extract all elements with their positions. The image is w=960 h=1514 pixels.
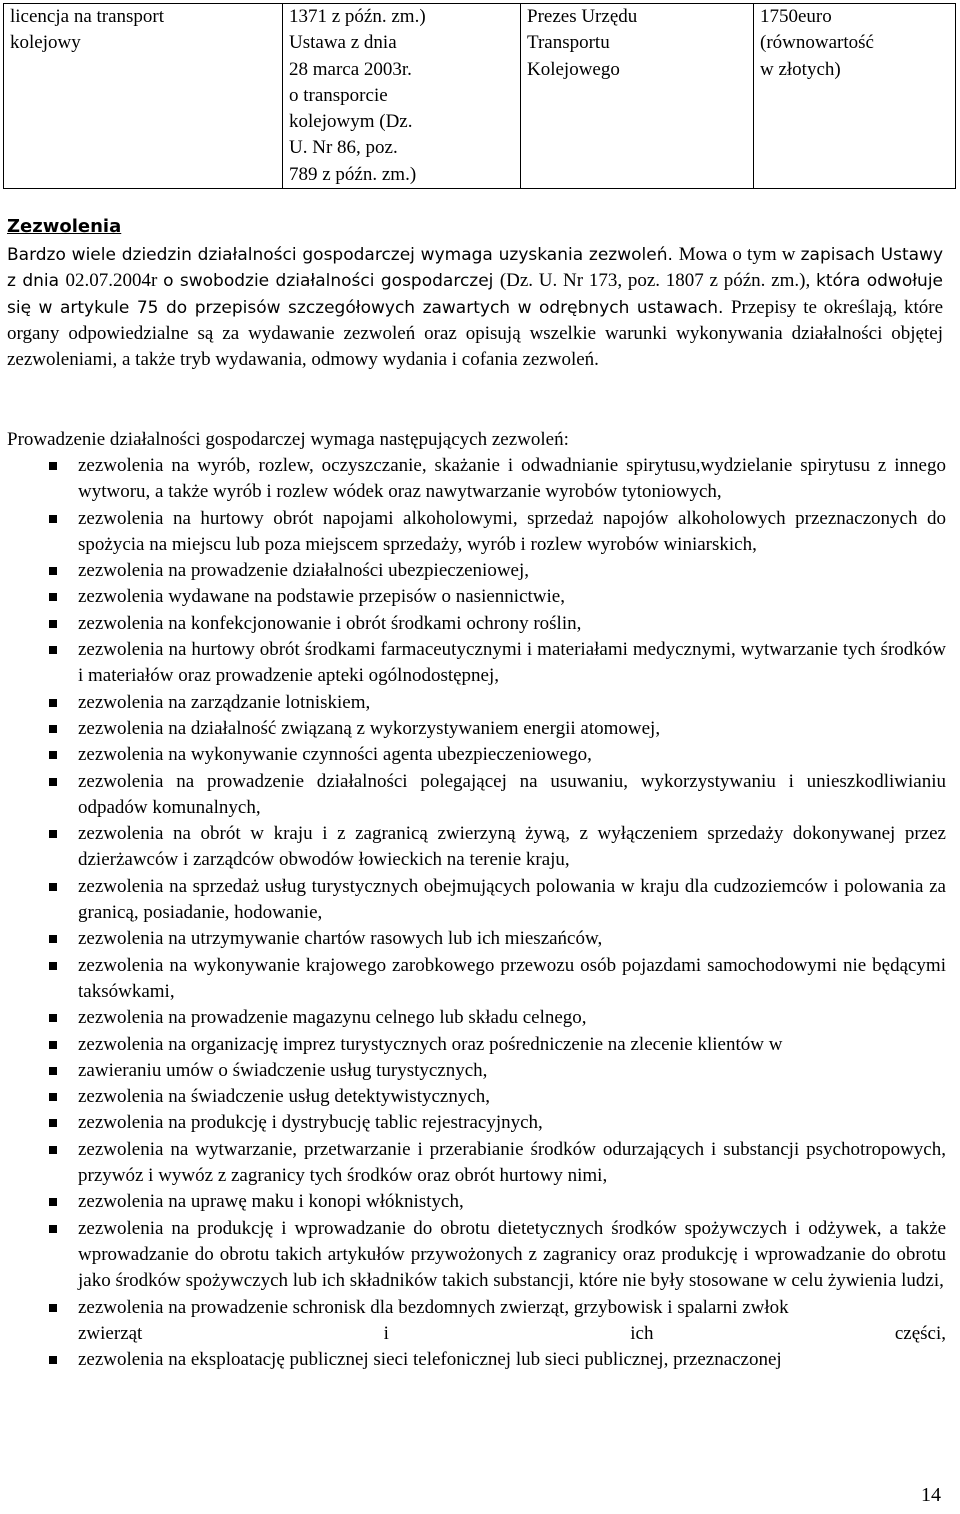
square-bullet-icon	[49, 830, 57, 838]
list-item-text: zezwolenia wydawane na podstawie przepisów o nasiennictwie,	[78, 586, 565, 608]
cell-text: (równowartość	[760, 32, 874, 54]
list-item	[0, 1005, 946, 1031]
list-item-text: zezwolenia na prowadzenie działalności ubezpieczeniowej,	[78, 560, 530, 582]
list-item	[0, 926, 946, 952]
intro-text: 02.07.2004r	[65, 270, 164, 292]
list-item	[0, 1058, 946, 1084]
issuing-authority-cell	[521, 4, 754, 189]
intro-paragraph	[7, 242, 943, 373]
legal-basis-cell	[283, 4, 521, 189]
section-heading: Zezwolenia	[7, 216, 122, 237]
list-item-text: zezwolenia na wykonywanie krajowego zarobkowego przewozu osób pojazdami samochodowymi nie będącymi taksówkami,	[78, 954, 946, 1002]
intro-text: zapisach Ustawy z dnia	[7, 245, 944, 292]
square-bullet-icon	[49, 567, 57, 575]
list-item	[0, 874, 946, 927]
cell-text: Prezes Urzędu	[527, 6, 638, 27]
list-item	[0, 584, 946, 610]
cell-text: kolejowy	[10, 32, 81, 54]
intro-text: Mowa o tym w	[678, 244, 801, 265]
table-row	[4, 4, 956, 189]
square-bullet-icon	[49, 1304, 57, 1312]
square-bullet-icon	[49, 646, 57, 654]
square-bullet-icon	[49, 515, 57, 523]
fee-cell	[754, 4, 956, 189]
word: i	[383, 1322, 389, 1344]
cell-text: w złotych)	[760, 58, 841, 80]
list-item	[0, 506, 946, 559]
list-item	[0, 821, 946, 874]
word: ich	[630, 1322, 654, 1344]
intro-text: Przepisy te określają, które organy odpowiedzialne są za wydawanie zezwoleń oraz opisują wszelkie warunki wykonywania działalności objętej zezwoleniami, a także tryb wydawania, odmowy wydania i cofania zezwoleń.	[7, 296, 944, 371]
square-bullet-icon	[49, 620, 57, 628]
list-item	[0, 1189, 946, 1215]
square-bullet-icon	[49, 962, 57, 970]
list-item-text: zezwolenia na produkcję i dystrybucję tablic rejestracyjnych,	[78, 1112, 543, 1134]
intro-text: o swobodzie działalności gospodarczej	[163, 271, 500, 292]
list-item	[0, 1110, 946, 1136]
square-bullet-icon	[49, 1014, 57, 1022]
list-item-text: zezwolenia na wytwarzanie, przetwarzanie i przerabianie środków odurzających i substancji psychotropowych, przywóz i wywóz z zagranicy tych środków oraz obrót hurtowy nimi,	[78, 1138, 946, 1187]
list-item	[0, 637, 946, 690]
permits-list	[0, 453, 946, 1373]
list-item-text: zezwolenia na hurtowy obrót napojami alkoholowymi, sprzedaż napojów alkoholowych przeznaczonych do spożycia na miejscu lub poza miejscem sprzedaży, wyrób i rozlew wyrobów winiarskich,	[78, 507, 946, 555]
list-item	[0, 558, 946, 584]
list-item	[0, 453, 946, 506]
square-bullet-icon	[49, 935, 57, 943]
cell-text: licencja na transport	[10, 6, 165, 27]
square-bullet-icon	[49, 699, 57, 707]
list-item-text: zawieraniu umów o świadczenie usług turystycznych,	[78, 1059, 488, 1081]
square-bullet-icon	[49, 1093, 57, 1101]
square-bullet-icon	[49, 1041, 57, 1049]
page-number: 14	[921, 1484, 941, 1506]
list-item	[0, 1032, 946, 1058]
list-item	[0, 953, 946, 1006]
permits-lead: Prowadzenie działalności gospodarczej wymaga następujących zezwoleń:	[7, 429, 569, 450]
square-bullet-icon	[49, 1119, 57, 1127]
list-item	[0, 1295, 946, 1348]
square-bullet-icon	[49, 751, 57, 759]
square-bullet-icon	[49, 1198, 57, 1206]
cell-text: 28 marca 2003r.	[289, 58, 412, 80]
list-item	[0, 769, 946, 822]
cell-text: 1750euro	[760, 6, 832, 27]
cell-text: U. Nr 86, poz.	[289, 137, 398, 159]
square-bullet-icon	[49, 593, 57, 601]
cell-text: o transporcie	[289, 84, 388, 106]
list-item-text: zezwolenia na produkcję i wprowadzanie do obrotu dietetycznych środków spożywczych i odżywek, a także wprowadzanie do obrotu takich artykułów przywożonych z zagranicy oraz produkcję i wprowadzanie do obrotu jako środków spożywczych lub ich składników takich substancji, które nie były stosowane w celu żywienia ludzi,	[78, 1217, 946, 1292]
square-bullet-icon	[49, 883, 57, 891]
list-item-text: zezwolenia na obrót w kraju i z zagranicą zwierzyną żywą, z wyłączeniem sprzedaży dokonywanej przez dzierżawców i zarządców obwodów łowieckich na terenie kraju,	[78, 823, 946, 871]
cell-text: 1371 z późn. zm.)	[289, 6, 426, 27]
list-item-text: zezwolenia na organizację imprez turystycznych oraz pośredniczenie na zlecenie klientów w	[78, 1033, 783, 1055]
licence-table	[3, 3, 956, 189]
list-item-text: zezwolenia na prowadzenie schronisk dla bezdomnych zwierząt, grzybowisk i spalarni zwłok	[78, 1296, 789, 1318]
list-item-text: zezwolenia na uprawę maku i konopi włóknistych,	[78, 1191, 464, 1213]
cell-text: 789 z późn. zm.)	[289, 163, 417, 185]
list-item-text: zezwolenia na zarządzanie lotniskiem,	[78, 691, 371, 713]
square-bullet-icon	[49, 725, 57, 733]
list-item-text: zezwolenia na utrzymywanie chartów rasowych lub ich mieszańców,	[78, 928, 603, 950]
square-bullet-icon	[49, 1146, 57, 1154]
list-item-text: zezwolenia na hurtowy obrót środkami farmaceutycznymi i materiałami medycznymi, wytwarzanie tych środków i materiałów oraz prowadzenie apteki ogólnodostępnej,	[78, 639, 946, 687]
list-item-text: zezwolenia na działalność związaną z wykorzystywaniem energii atomowej,	[78, 717, 661, 739]
intro-text: (Dz. U. Nr 173, poz. 1807 z późn. zm.),	[499, 270, 816, 292]
cell-text: kolejowym (Dz.	[289, 111, 413, 133]
list-item-text: zezwolenia na prowadzenie magazynu celnego lub składu celnego,	[78, 1007, 587, 1029]
list-item	[0, 716, 946, 742]
list-item	[0, 1084, 946, 1110]
licence-type-cell	[4, 4, 283, 189]
list-item	[0, 1137, 946, 1190]
list-item-text: zezwolenia na eksploatację publicznej sieci telefonicznej lub sieci publicznej, przeznaczonej	[78, 1349, 782, 1371]
list-item-continuation	[78, 1321, 946, 1347]
cell-text: Transportu	[527, 32, 610, 54]
square-bullet-icon	[49, 778, 57, 786]
list-item-text: zezwolenia na wyrób, rozlew, oczyszczanie, skażanie i odwadnianie spirytusu,wydzielanie spirytusu z innego wytworu, a także wyrób i rozlew wódek oraz nawytwarzanie wyrobów tytoniowych,	[78, 455, 946, 503]
list-item	[0, 611, 946, 637]
square-bullet-icon	[49, 462, 57, 470]
list-item-text: zezwolenia na wykonywanie czynności agenta ubezpieczeniowego,	[78, 744, 592, 766]
list-item-text: zezwolenia na prowadzenie działalności polegającej na usuwaniu, wykorzystywaniu i unieszkodliwianiu odpadów komunalnych,	[78, 770, 946, 818]
list-item-text: zezwolenia na sprzedaż usług turystycznych obejmujących polowania w kraju dla cudzoziemców i polowania za granicą, posiadanie, hodowanie,	[78, 875, 946, 924]
list-item	[0, 742, 946, 768]
intro-text: która odwołuje się w artykule 75 do przepisów szczegółowych zawartych w odrębnych ustawach.	[7, 271, 944, 318]
list-item	[0, 690, 946, 716]
word: części,	[894, 1322, 946, 1344]
list-item-text: zezwolenia na świadczenie usług detektywistycznych,	[78, 1086, 491, 1108]
list-item	[0, 1347, 946, 1373]
square-bullet-icon	[49, 1067, 57, 1075]
cell-text: Kolejowego	[527, 58, 620, 80]
word: zwierząt	[78, 1322, 143, 1344]
list-item	[0, 1216, 946, 1295]
intro-text: Bardzo wiele dziedzin działalności gospodarczej wymaga uzyskania zezwoleń.	[7, 245, 679, 265]
square-bullet-icon	[49, 1356, 57, 1364]
cell-text: Ustawa z dnia	[289, 32, 397, 54]
square-bullet-icon	[49, 1225, 57, 1233]
list-item-text: zezwolenia na konfekcjonowanie i obrót środkami ochrony roślin,	[78, 612, 582, 634]
